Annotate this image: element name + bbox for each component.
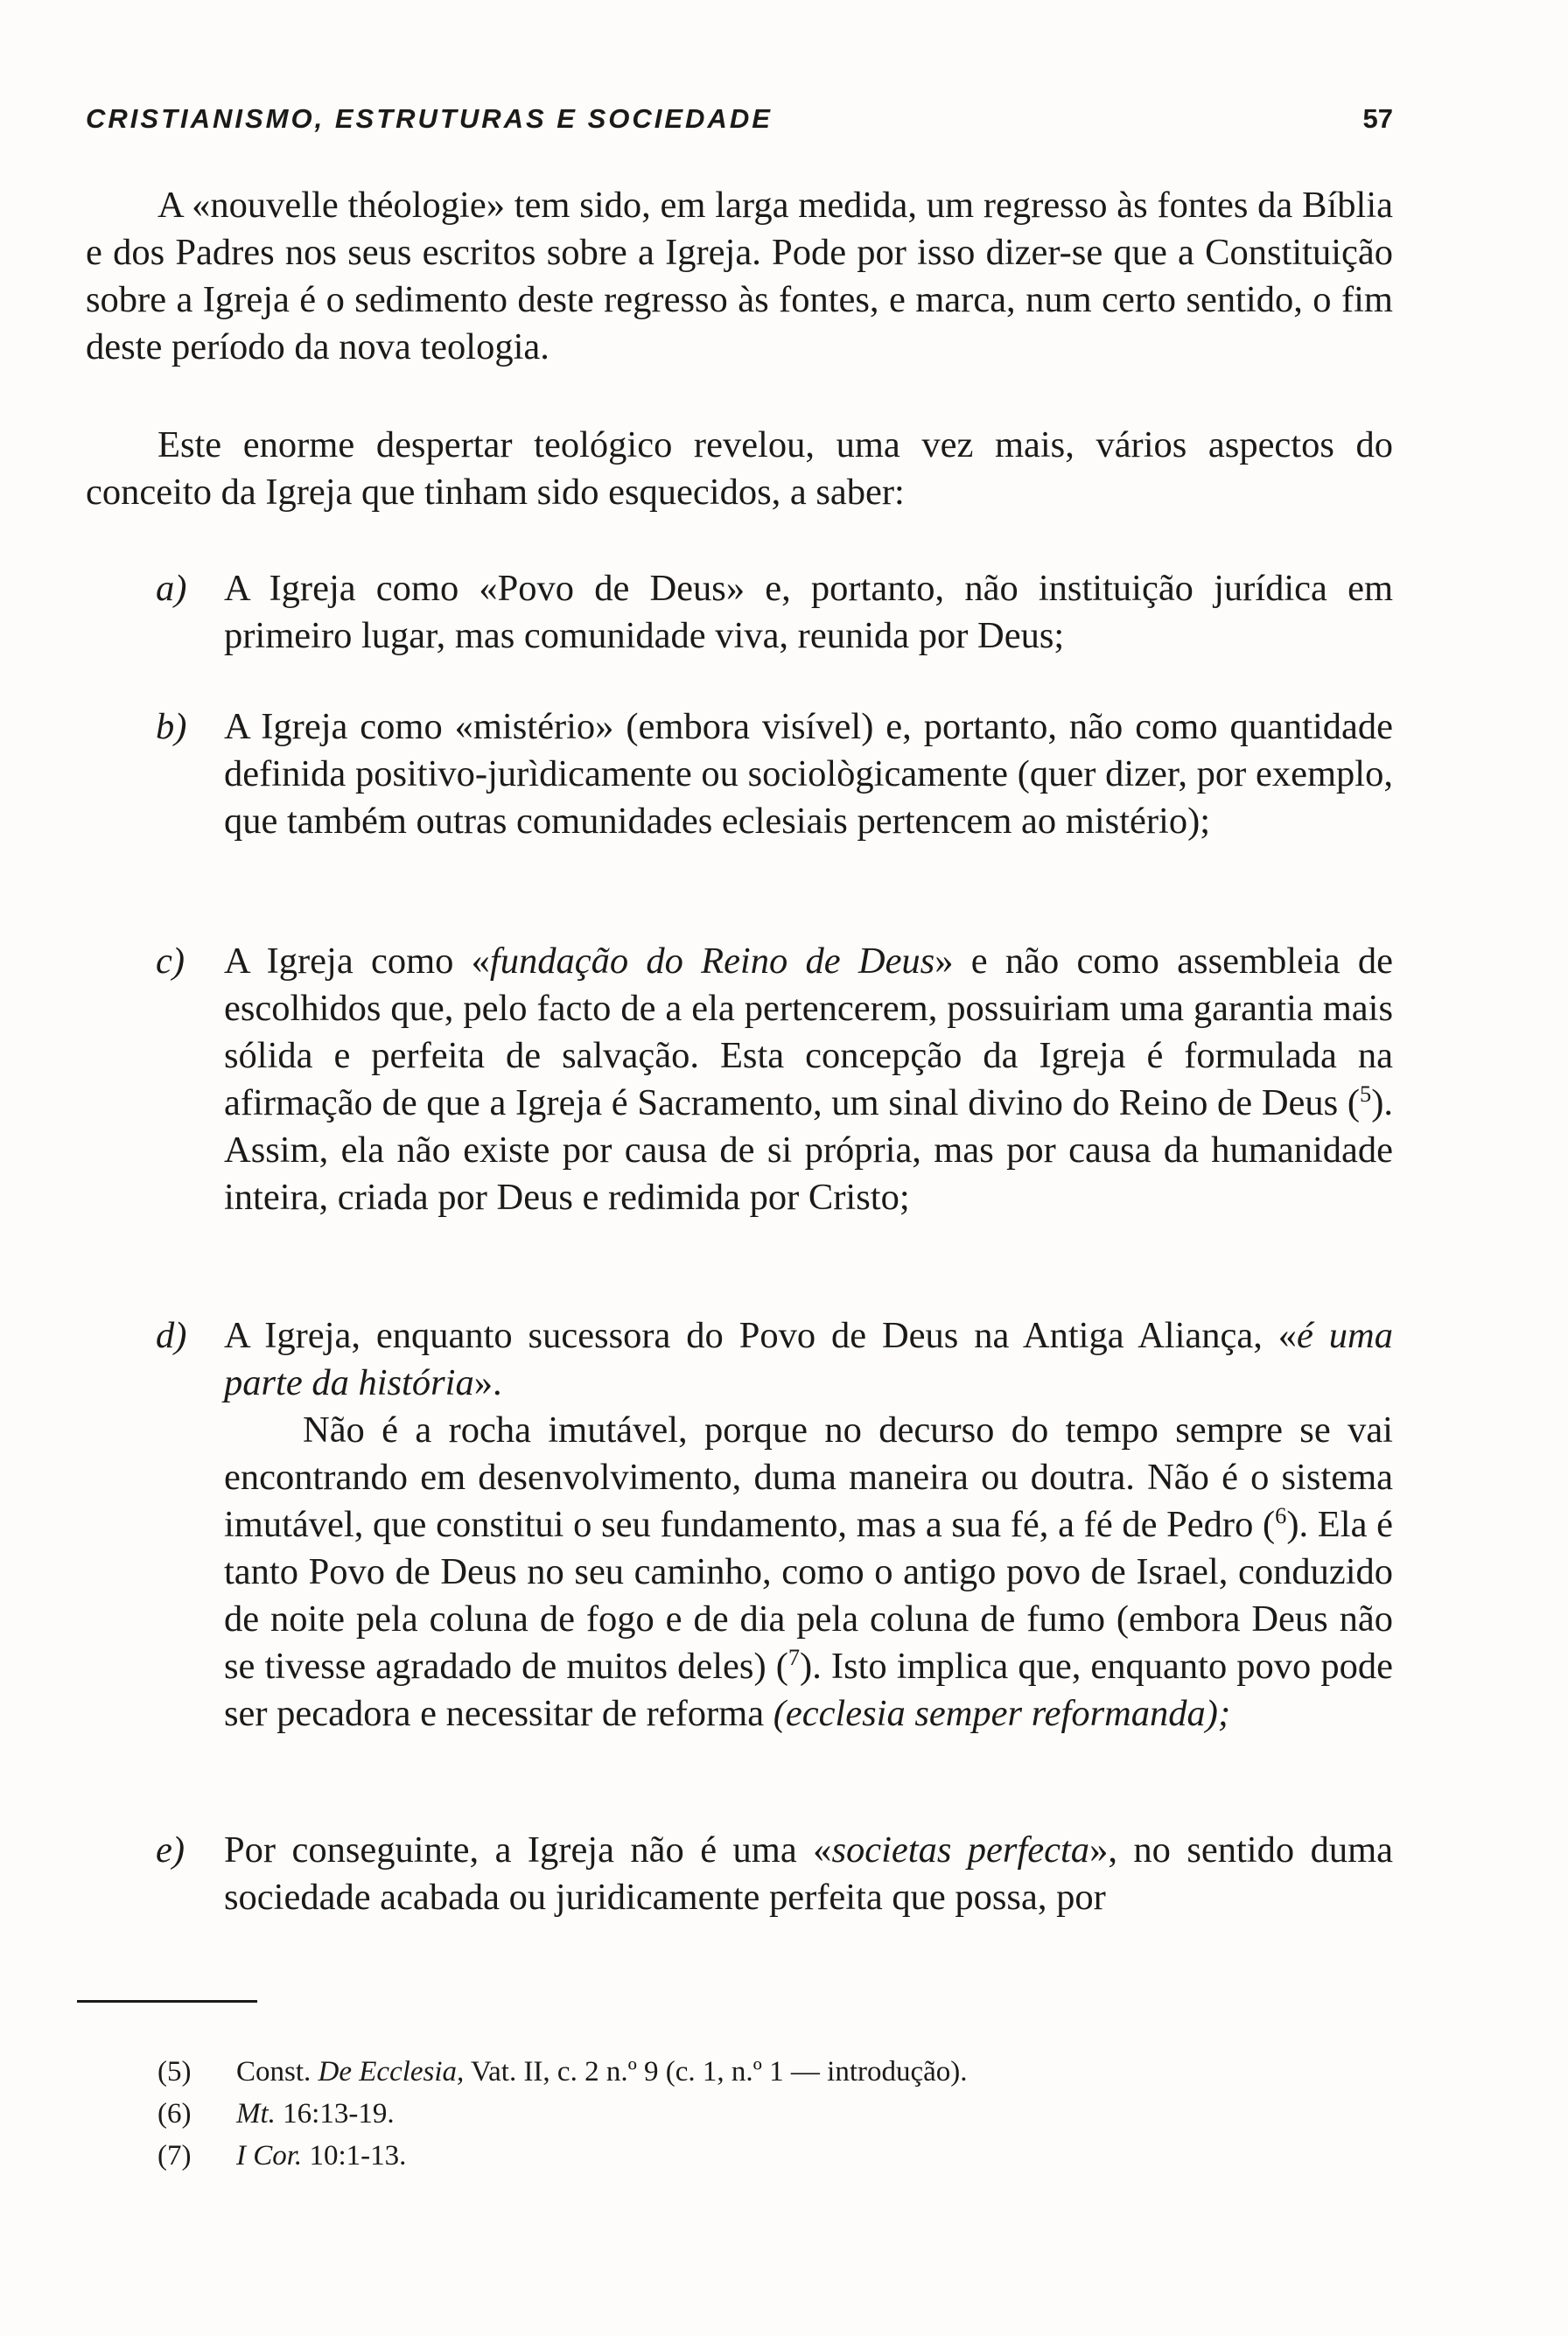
footnote-ref: 5 bbox=[1360, 1081, 1372, 1107]
italic-phrase: fundação do Reino de Deus bbox=[489, 941, 935, 982]
list-label: e) bbox=[156, 1829, 186, 1871]
footnote-mark: (6) bbox=[158, 2098, 192, 2130]
text-run: Não é a rocha imutável, porque no decurso do tempo sempre se vai encontrando em desenvolvimento, duma maneira ou doutra. Não é o sistema imutável, que constitui o seu fundamento, mas a sua fé, a fé de Pedro ( bbox=[224, 1409, 1393, 1545]
text-run: 10:1-13. bbox=[302, 2140, 407, 2172]
list-text: A Igreja como «Povo de Deus» e, portanto, não instituição jurídica em primeiro lugar, mas comunidade viva, reunida por Deus; bbox=[224, 568, 1393, 656]
italic-phrase: societas perfecta bbox=[831, 1829, 1090, 1871]
italic-phrase: (ecclesia semper reformanda); bbox=[773, 1693, 1231, 1734]
text-run: 16:13-19. bbox=[275, 2098, 395, 2130]
italic-phrase: De Ecclesia, bbox=[318, 2056, 465, 2088]
footnote-text bbox=[236, 2093, 1295, 2135]
list-label: d) bbox=[156, 1315, 187, 1356]
italic-phrase: I Cor. bbox=[236, 2140, 303, 2172]
text-run: A Igreja como « bbox=[224, 941, 490, 982]
text-run: » e não como assembleia de escolhidos que, pelo facto de a ela pertencerem, possuiriam uma garantia mais sólida e perfeita de salvação. Esta concepção da Igreja é formulada na afirmação de que a Igreja é Sacramento, um sinal divino do Reino de Deus ( bbox=[224, 941, 1394, 1123]
list-label: a) bbox=[156, 568, 187, 609]
list-text bbox=[224, 1827, 1393, 1921]
footnote-7 bbox=[158, 2135, 1295, 2177]
text-run: ). Isto implica que, enquanto povo pode ser pecadora e necessitar de reforma bbox=[224, 1646, 1394, 1734]
list-text bbox=[224, 1312, 1393, 1738]
page-number: 57 bbox=[1362, 103, 1393, 134]
list-text: A Igreja como «mistério» (embora visível) e, portanto, não como quantidade definida positivo-jurìdicamente ou sociològicamente (quer dizer, por exemplo, que também outras comunidades eclesiais pertencem ao mistério); bbox=[224, 706, 1393, 842]
italic-phrase: é uma parte da história bbox=[224, 1315, 1393, 1403]
footnote-text bbox=[236, 2135, 1295, 2177]
list-label: c) bbox=[156, 941, 186, 982]
footnotes bbox=[158, 2051, 1295, 2177]
footnote-6 bbox=[158, 2093, 1295, 2135]
italic-phrase: Mt. bbox=[236, 2098, 276, 2130]
paragraph-despertar-teologico: Este enorme despertar teológico revelou, uma vez mais, vários aspectos do conceito da Igreja que tinham sido esquecidos, a saber: bbox=[86, 424, 1393, 513]
text-run: », no sentido duma sociedade acabada ou juridicamente perfeita que possa, por bbox=[224, 1829, 1393, 1918]
text-run: Vat. II, c. 2 n.º 9 (c. 1, n.º 1 — introdução). bbox=[464, 2056, 968, 2088]
footnote-divider bbox=[77, 2000, 257, 2003]
text-run: Por conseguinte, a Igreja não é uma « bbox=[224, 1829, 832, 1871]
text-run: ». bbox=[473, 1362, 502, 1403]
footnote-ref: 7 bbox=[788, 1644, 801, 1670]
footnote-mark: (7) bbox=[158, 2140, 192, 2172]
page-header bbox=[86, 103, 1393, 156]
text-run: A Igreja, enquanto sucessora do Povo de Deus na Antiga Aliança, « bbox=[224, 1315, 1298, 1356]
list-text bbox=[224, 938, 1393, 1221]
text-run: ). Ela é tanto Povo de Deus no seu caminho, como o antigo povo de Israel, conduzido de noite pela coluna de fogo e de dia pela coluna de fumo (embora Deus não se tivesse agradado de muitos deles) ( bbox=[224, 1504, 1393, 1687]
continuation-paragraph bbox=[224, 1407, 1393, 1738]
footnote-text bbox=[236, 2051, 1295, 2093]
running-title: CRISTIANISMO, ESTRUTURAS E SOCIEDADE bbox=[86, 103, 773, 134]
text-run: ). Assim, ela não existe por causa de si própria, mas por causa da humanidade inteira, criada por Deus e redimida por Cristo; bbox=[224, 1082, 1393, 1218]
footnote-ref: 6 bbox=[1275, 1502, 1287, 1528]
footnote-5 bbox=[158, 2051, 1295, 2093]
list-label: b) bbox=[156, 706, 187, 747]
text-run: Const. bbox=[236, 2056, 318, 2088]
paragraph-nouvelle-theologie: A «nouvelle théologie» tem sido, em larga medida, um regresso às fontes da Bíblia e dos Padres nos seus escritos sobre a Igreja. Pode por isso dizer-se que a Constituição sobre a Igreja é o sedimento deste regresso às fontes, e marca, num certo sentido, o fim deste período da nova teologia. bbox=[86, 185, 1393, 367]
footnote-mark: (5) bbox=[158, 2056, 192, 2088]
